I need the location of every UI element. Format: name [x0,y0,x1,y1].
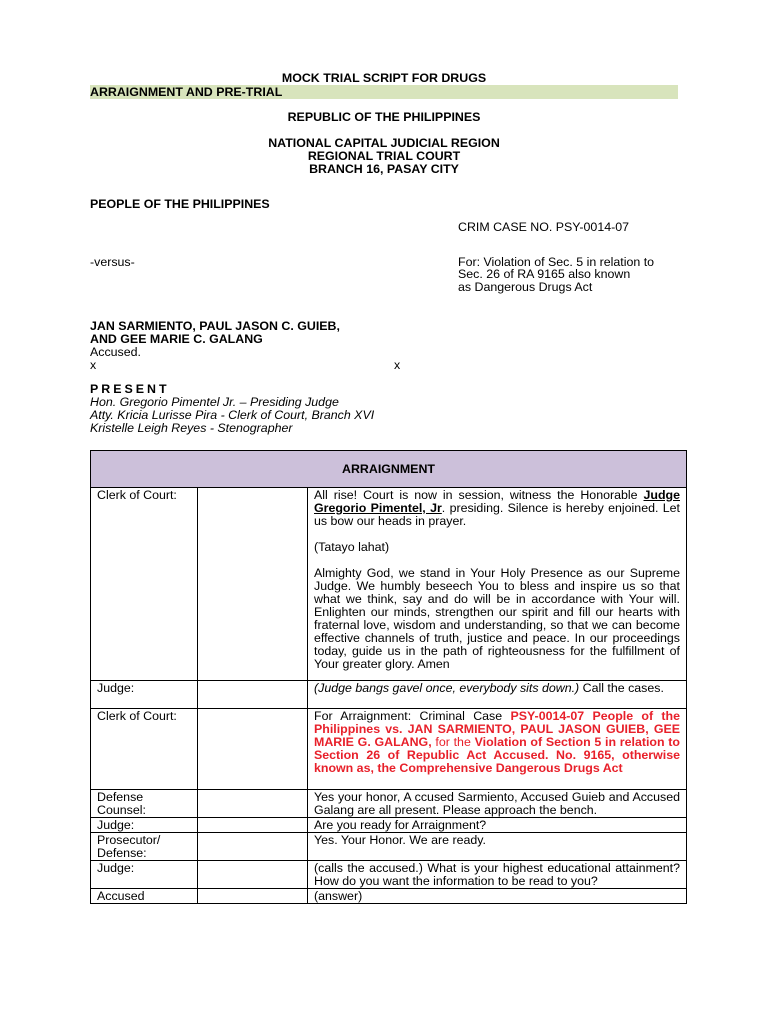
violation-red: Violation of Section 5 in relation to Section 26 of Republic Act Accused. No. 9165, otherwise known as, the Comprehensive Dangerous Drugs Act [314,735,680,775]
speaker-cell: Defense Counsel: [91,790,198,818]
dialogue-cell: Are you ready for Arraignment? [308,818,687,833]
charge-line: Sec. 26 of RA 9165 also known [458,267,631,281]
judge-name: Judge Gregorio Pimentel, Jr [314,488,680,515]
table-row [91,709,687,790]
region-heading: NATIONAL CAPITAL JUDICIAL REGION [268,136,500,150]
dialogue-cell [308,488,687,681]
speaker-cell: Judge: [91,861,198,889]
opening-paragraph [314,489,680,528]
plaintiff-name: PEOPLE OF THE PHILIPPINES [90,197,270,211]
accused-names: AND GEE MARIE C. GALANG [90,332,263,346]
section-heading: ARRAIGNMENT AND PRE-TRIAL [90,85,678,99]
table-row [91,833,687,861]
blank-cell [198,488,308,681]
speaker-cell: Accused [91,889,198,904]
table-header-row [91,451,687,488]
table-row [91,488,687,681]
blank-cell [198,861,308,889]
speaker-cell: Clerk of Court: [91,709,198,790]
charge-line: For: Violation of Sec. 5 in relation to [458,255,655,269]
table-row [91,790,687,818]
dialogue-cell: (calls the accused.) What is your highest educational attainment? How do you want the information to be read to you? [308,861,687,889]
opening-text: All rise! Court is now in session, witness the Honorable [314,488,644,502]
charge-line: as Dangerous Drugs Act [458,280,593,294]
blank-cell [198,709,308,790]
stage-direction: (Tatayo lahat) [314,540,390,554]
accused-names: JAN SARMIENTO, PAUL JASON C. GUIEB, [90,319,340,333]
gavel-direction: (Judge bangs gavel once, everybody sits down.) [314,681,580,695]
blank-cell [198,889,308,904]
blank-cell [198,818,308,833]
table-row [91,818,687,833]
arraignment-table [90,450,687,904]
document-title: MOCK TRIAL SCRIPT FOR DRUGS [281,71,487,85]
republic-heading: REPUBLIC OF THE PHILIPPINES [287,110,481,124]
opening-text-end: . presiding. Silence is hereby enjoined. Let us bow our heads in prayer. [314,501,680,528]
blank-cell [198,790,308,818]
case-number: CRIM CASE NO. PSY-0014-07 [458,220,630,234]
blank-cell [198,833,308,861]
table-row [91,889,687,904]
dialogue-cell: Yes. Your Honor. We are ready. [308,833,687,861]
dialogue-cell: Yes your honor, A ccused Sarmiento, Accused Guieb and Accused Galang are all present. Please approach the bench. [308,790,687,818]
versus-label: -versus- [90,255,135,269]
x-mark-left: x [90,358,97,372]
dialogue-cell [308,681,687,709]
table-row [91,681,687,709]
for-the-red: for the [431,735,475,749]
blank-cell [198,681,308,709]
speaker-cell: Clerk of Court: [91,488,198,681]
speaker-cell: Prosecutor/ Defense: [91,833,198,861]
present-clerk: Atty. Kricia Lurisse Pira - Clerk of Court, Branch XVI [90,408,375,422]
accused-label: Accused. [90,345,141,359]
prayer-paragraph: Almighty God, we stand in Your Holy Presence as our Supreme Judge. We humbly beseech You to bless and inspire us so that what we think, say and do will be in accordance with Your will. Enlighten our minds, strengthen our spirit and fill our hearts with fraternal love, wisdom and understanding, so that we can become effective channels of truth, justice and peace. In our proceedings today, guide us in the path of righteousness for the fulfillment of Your greater glory. Amen [314,566,680,671]
speaker-cell: Judge: [91,818,198,833]
call-cases-text: Call the cases. [579,681,664,695]
case-title-red: PSY-0014-07 People of the Philippines vs. JAN SARMIENTO, PAUL JASON GUIEB, GEE MARIE G. GALANG, [314,709,681,749]
dialogue-cell: (answer) [308,889,687,904]
speaker-cell: Judge: [91,681,198,709]
arraignment-intro: For Arraignment: Criminal Case [314,709,511,723]
present-judge: Hon. Gregorio Pimentel Jr. – Presiding Judge [90,395,339,409]
dialogue-cell [308,709,687,790]
table-heading: ARRAIGNMENT [91,451,687,488]
branch-heading: BRANCH 16, PASAY CITY [309,162,459,176]
present-stenographer: Kristelle Leigh Reyes - Stenographer [90,421,293,435]
present-heading: PRESENT [90,382,170,396]
court-heading: REGIONAL TRIAL COURT [307,149,461,163]
x-mark-right: x [394,358,401,372]
table-row [91,861,687,889]
